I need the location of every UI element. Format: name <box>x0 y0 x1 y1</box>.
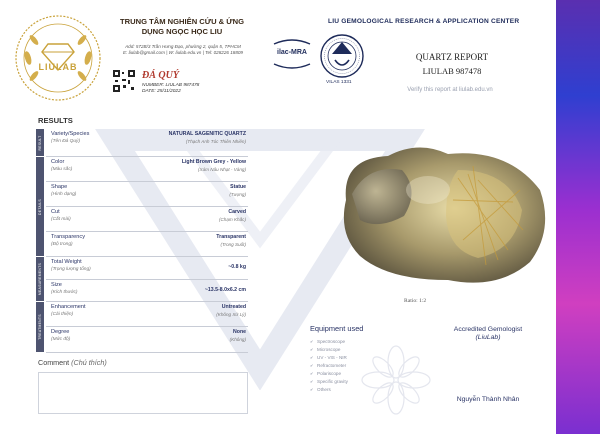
report-title: QUARTZ REPORT <box>415 52 489 62</box>
qr-code-icon <box>113 70 135 92</box>
section-tab-details: DETAILS <box>36 157 44 256</box>
section-tab-treatments: TREATMENTS <box>36 302 44 352</box>
result-row-shape <box>46 182 248 207</box>
accreditation-seal <box>320 34 364 78</box>
equipment-item: ✔ Specific gravity <box>310 378 348 386</box>
address-line: E: liulab@gmail.com | W: liulab.edu.vn | Tel: 028226 18809 <box>122 50 243 55</box>
row-label: Variety/Species <box>51 131 90 137</box>
row-value-vi: (Chạm Khắc) <box>218 217 246 222</box>
row-label: Total Weight <box>51 259 82 265</box>
liulab-logo <box>14 14 102 102</box>
equipment-item: ✔ Microscope <box>310 346 348 354</box>
logo-text: LIULAB <box>38 62 78 72</box>
row-value-vi: (Thạch Anh Tóc Thiên Nhiên) <box>185 139 246 144</box>
result-row-color <box>46 157 248 182</box>
result-row-transparency <box>46 232 248 257</box>
report-number: LIULAB 987478 <box>422 66 482 76</box>
address-line: Add: 572B/3 Trần Hưng Đạo, phường 2, quận 5, TPHCM <box>125 44 241 49</box>
vilas-number: VILAS 1331 <box>326 80 352 85</box>
equipment-item: ✔ Refractometer <box>310 362 348 370</box>
decorative-flower-icon <box>356 340 436 420</box>
equipment-item: ✔ UV - VIS - NIR <box>310 354 348 362</box>
row-value: Untreated <box>221 304 246 310</box>
row-label-vi: (Mức độ) <box>51 337 71 342</box>
stone-photo <box>308 130 554 295</box>
row-value: Transparent <box>216 234 246 240</box>
result-row-degree <box>46 327 248 353</box>
row-label-vi: (Tên Đá Quý) <box>51 139 81 144</box>
row-label-vi: (Trọng lượng tổng) <box>51 267 91 272</box>
date-line: DATE: 25/11/2022 <box>142 89 181 94</box>
row-label-vi: (Cắt mài) <box>51 217 71 222</box>
section-tab-measurements: MEASUREMENTS <box>36 257 44 301</box>
row-value-vi: (Trong Suốt) <box>220 242 246 247</box>
equipment-item: ✔ Polariscope <box>310 370 348 378</box>
results-title: RESULTS <box>38 116 73 125</box>
row-value: None <box>233 329 246 335</box>
row-value: Light Brown Grey - Yellow <box>181 159 246 165</box>
row-label: Cut <box>51 209 60 215</box>
comment-label-en: Comment <box>38 358 70 367</box>
comment-label <box>38 358 107 367</box>
row-label: Transparency <box>51 234 85 240</box>
number-line: NUMBER: LIULAB 987478 <box>142 83 200 88</box>
gemologist-title <box>428 326 548 342</box>
row-label-vi: (Màu sắc) <box>51 167 73 172</box>
result-row-enhancement <box>46 302 248 327</box>
row-label: Enhancement <box>51 304 86 310</box>
comment-box <box>38 372 248 414</box>
row-label: Shape <box>51 184 68 190</box>
row-label-vi: (Kích thước) <box>51 290 78 295</box>
gemologist-name: Nguyễn Thành Nhân <box>456 396 520 403</box>
gemologist-lab: (LiuLab) <box>475 334 501 341</box>
ilac-text: ilac-MRA <box>277 49 307 56</box>
ilac-mra-logo <box>270 38 314 70</box>
row-label-vi: (Độ trong) <box>51 242 73 247</box>
row-label-vi: (Hình dạng) <box>51 192 77 197</box>
org-name-en: LIU GEMOLOGICAL RESEARCH & APPLICATION CENTER <box>328 18 520 25</box>
decorative-side-strip <box>556 0 600 434</box>
row-value-vi: (Xám Nâu Nhạt - Vàng) <box>198 167 246 172</box>
equipment-item: ✔ Spectroscope <box>310 338 348 346</box>
row-value: NATURAL SAGENITIC QUARTZ <box>168 131 246 137</box>
row-value: ~0.8 kg <box>228 264 246 270</box>
row-label-vi: (Cải thiện) <box>51 312 74 317</box>
row-value-vi: (Tượng) <box>229 192 246 197</box>
comment-label-vi: (Chú thích) <box>71 358 107 367</box>
row-label: Color <box>51 159 65 165</box>
equipment-list <box>310 338 348 394</box>
row-value-vi: (Không Xử Lý) <box>216 312 246 317</box>
verify-link[interactable]: Verify this report at liulab.edu.vn <box>407 87 493 93</box>
org-name-vi: TRUNG TÂM NGHIÊN CỨU & ỨNG DỤNG NGỌC HỌC LIU <box>120 17 244 36</box>
row-label: Size <box>51 282 62 288</box>
stone-type: ĐÁ QUÝ <box>142 70 179 81</box>
gemologist-role: Accredited Gemologist <box>453 326 523 333</box>
equipment-title: Equipment used <box>310 324 364 333</box>
result-row-variety <box>46 129 248 157</box>
result-row-weight <box>46 257 248 280</box>
equipment-item: ✔ Others <box>310 386 348 394</box>
section-tab-result: RESULT <box>36 129 44 156</box>
row-value: ~13.5-8.0x6.2 cm <box>204 287 246 293</box>
row-value: Statue <box>230 184 246 190</box>
report-meta <box>142 83 199 95</box>
row-value: Carved <box>228 209 246 215</box>
address <box>108 44 258 56</box>
result-row-size <box>46 280 248 302</box>
result-row-cut <box>46 207 248 232</box>
row-value-vi: (Không) <box>229 337 246 342</box>
row-label: Degree <box>51 329 70 335</box>
photo-ratio: Ratio: 1:2 <box>404 298 427 304</box>
